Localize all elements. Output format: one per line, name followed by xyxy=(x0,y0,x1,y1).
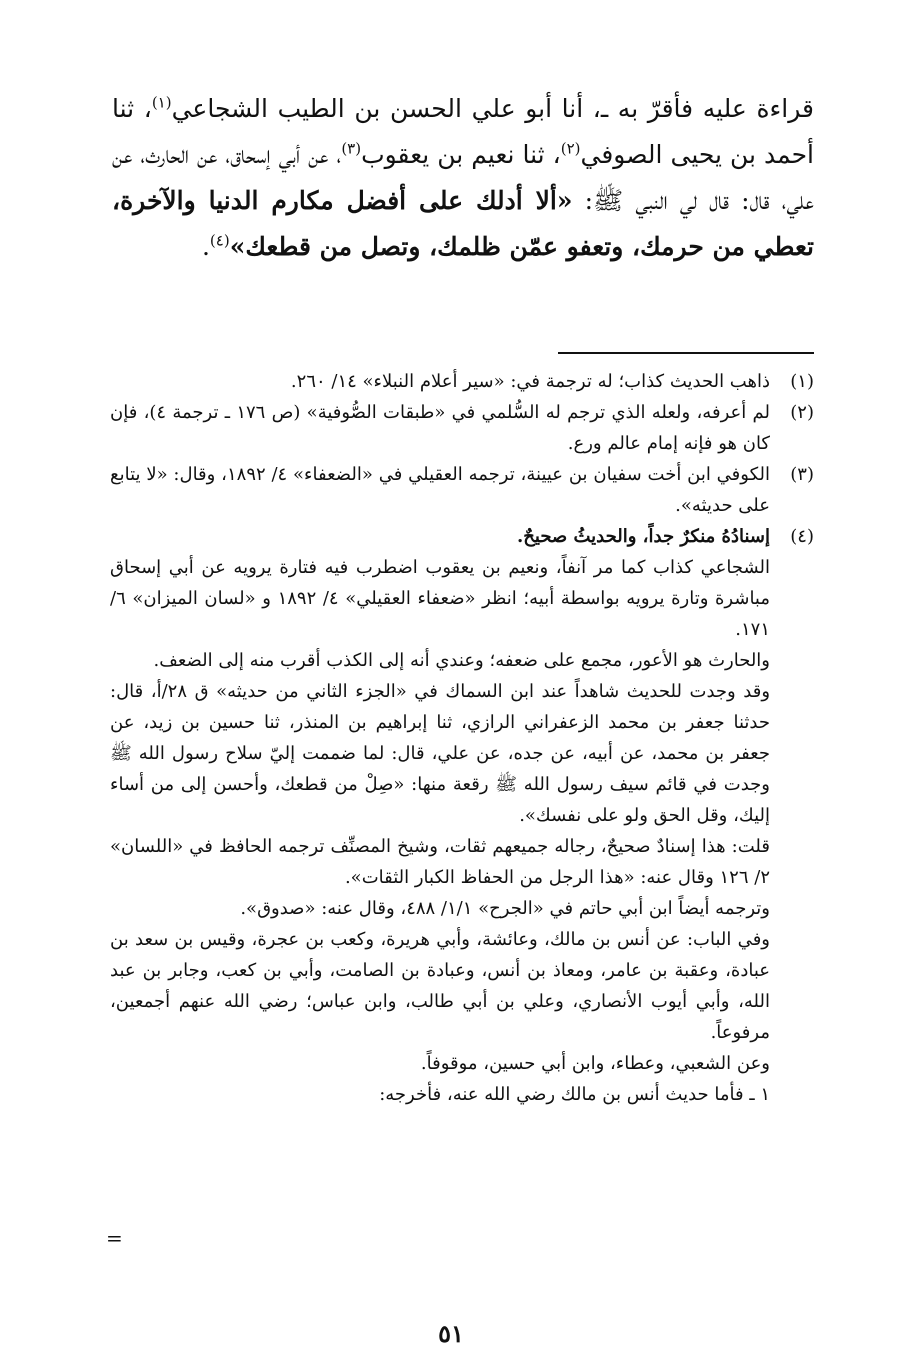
footnote-ref-3: (٣) xyxy=(341,139,362,158)
footnote-paragraph: لم أعرفه، ولعله الذي ترجم له السُّلمي في «طبقات الصُّوفية» (ص ١٧٦ ـ ترجمة ٤)، فإن كان هو فإنه إمام عالم ورع. xyxy=(110,402,770,454)
footnote-number: (١) xyxy=(790,371,814,392)
footnote-number: (٣) xyxy=(790,464,814,485)
footnote-paragraph: إسنادُهُ منكرٌ جداً، والحديثُ صحيحٌ. xyxy=(517,526,770,547)
footnote-body xyxy=(110,366,770,397)
footnotes xyxy=(110,366,814,1110)
footnote-paragraph: وفي الباب: عن أنس بن مالك، وعائشة، وأبي هريرة، وكعب بن عجرة، وقيس بن سعد بن عبادة، وعقبة بن عامر، ومعاذ بن أنس، وعبادة بن الصامت، وأبي بن كعب، وجابر بن عبد الله، وأبي أيوب الأنصاري، وعلي بن أبي طالب، وابن عباس؛ رضي الله عنهم أجمعين، مرفوعاً. xyxy=(110,929,770,1043)
page-number: ٥١ xyxy=(438,1319,464,1348)
footnote xyxy=(110,521,814,1110)
footnote-paragraph: الشجاعي كذاب كما مر آنفاً، ونعيم بن يعقوب اضطرب فيه فتارة يرويه عن أبي إسحاق مباشرة وتارة يرويه بواسطة أبيه؛ انظر «ضعفاء العقيلي» ٤/ ١٨٩٢ و «لسان الميزان» ٦/ ١٧١. xyxy=(110,557,770,640)
footnote-body xyxy=(110,459,770,521)
main-text xyxy=(112,86,814,270)
footnote-body xyxy=(110,397,770,459)
footnote-separator xyxy=(558,352,814,354)
footnote-ref-1: (١) xyxy=(151,93,172,112)
footnote-number: (٤) xyxy=(790,526,814,547)
footnote-body xyxy=(110,521,770,1110)
footnote-paragraph: وترجمه أيضاً ابن أبي حاتم في «الجرح» ١/١/ ٤٨٨، وقال عنه: «صدوق». xyxy=(240,898,770,919)
footnote-number: (٢) xyxy=(790,402,814,423)
footnote-paragraph: قلت: هذا إسنادٌ صحيحٌ، رجاله جميعهم ثقات، وشيخ المصنِّف ترجمه الحافظ في «اللسان» ٢/ ١٢٦ وقال عنه: «هذا الرجل من الحفاظ الكبار الثقات». xyxy=(110,836,770,888)
footnote-paragraph: وقد وجدت للحديث شاهداً عند ابن السماك في «الجزء الثاني من حديثه» ق ٢٨/أ، قال: حدثنا جعفر بن محمد الزعفراني الرازي، ثنا إبراهيم بن المنذر، ثنا حسين بن زيد، عن جعفر بن محمد، عن أبيه، عن جده، عن علي، قال: لما ضممت إليّ سلاح رسول الله ﷺ وجدت في قائم سيف رسول الله ﷺ رقعة منها: «صِلْ من قطعك، وأحسن إلى من أساء إليك، وقل الحق ولو على نفسك». xyxy=(110,681,771,826)
footnote-ref-4: (٤) xyxy=(209,231,230,250)
footnote-ref-2: (٢) xyxy=(560,139,581,158)
footnote-paragraph: وعن الشعبي، وعطاء، وابن أبي حسين، موقوفاً. xyxy=(420,1053,770,1074)
continuation-mark: = xyxy=(106,1226,123,1250)
footnote xyxy=(110,397,814,459)
footnote-paragraph: ١ ـ فأما حديث أنس بن مالك رضي الله عنه، فأخرجه: xyxy=(379,1084,770,1105)
footnote-paragraph: الكوفي ابن أخت سفيان بن عيينة، ترجمه العقيلي في «الضعفاء» ٤/ ١٨٩٢، وقال: «لا يتابع على حديثه». xyxy=(110,464,770,516)
footnote-paragraph: ذاهب الحديث كذاب؛ له ترجمة في: «سير أعلام النبلاء» ١٤/ ٢٦٠. xyxy=(290,371,770,392)
hadith-text: «ألا أدلك على أفضل مكارم الدنيا والآخرة، تعطي من حرمك، وتعفو عمّن ظلمك، وتصل من قطعك» xyxy=(112,186,814,261)
main-paragraph: قراءة عليه فأقرّ به ـ، أنا أبو علي الحسن بن الطيب الشجاعي$^{(١)}$، ثنا أحمد بن يحيى الصوفي$^{(٢)}$، ثنا نعيم بن يعقوب$^{(٣)}$، عن أبي إسحاق، عن الحارث، عن علي، قال: قال لي النبي ﷺ: «ألا أدلك على أفضل مكارم الدنيا والآخرة، تعطي من حرمك، وتعفو عمّن ظلمك، وتصل من قطعك»$^{(٤)}$. xyxy=(112,93,815,261)
footnote xyxy=(110,366,814,397)
footnote xyxy=(110,459,814,521)
footnote-paragraph: والحارث هو الأعور، مجمع على ضعفه؛ وعندي أنه إلى الكذب أقرب منه إلى الضعف. xyxy=(153,650,770,671)
